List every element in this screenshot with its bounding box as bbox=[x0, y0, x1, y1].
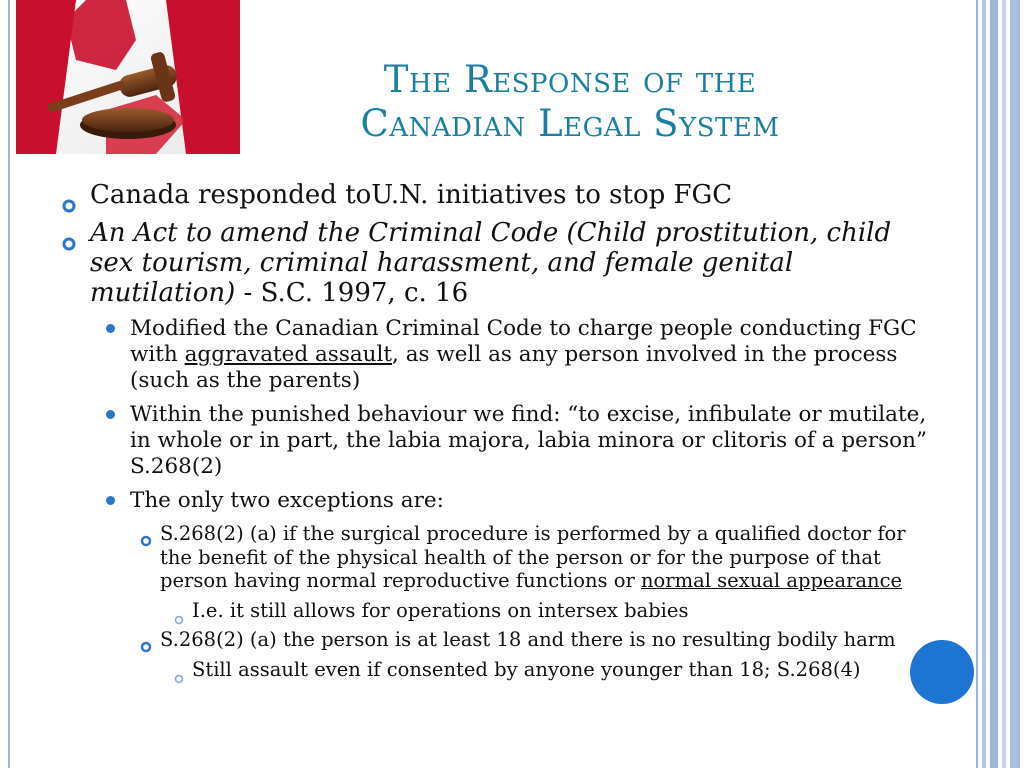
right-decorative-bars bbox=[978, 0, 1024, 768]
title-line-2: Canadian Legal System bbox=[360, 102, 780, 145]
circle-bullet-icon bbox=[62, 190, 76, 204]
sub-bullet-modified-code bbox=[62, 316, 942, 394]
hollow-circle-bullet-icon bbox=[174, 666, 184, 676]
exception-text: S.268(2) (a) the person is at least 18 and there is no resulting bodily harm bbox=[160, 628, 896, 651]
sub-bullet-exceptions bbox=[62, 488, 942, 514]
bullet-act-to-amend bbox=[62, 218, 942, 308]
note-text: Still assault even if consented by anyone younger than 18; S.268(4) bbox=[192, 657, 861, 681]
exception-1-note bbox=[62, 599, 942, 623]
exception-2 bbox=[62, 628, 942, 652]
sub-bullet-punished-behaviour bbox=[62, 402, 942, 480]
circle-bullet-icon bbox=[62, 228, 76, 242]
hollow-circle-bullet-icon bbox=[174, 607, 184, 617]
bullet-canada-responded bbox=[62, 180, 942, 210]
small-circle-bullet-icon bbox=[140, 635, 152, 647]
bullet-text: Canada responded toU.N. initiatives to stop FGC bbox=[90, 180, 733, 210]
aggravated-assault-link[interactable]: aggravated assault bbox=[184, 342, 393, 367]
sub-bullet-text: The only two exceptions are: bbox=[130, 488, 444, 513]
exception-2-note bbox=[62, 658, 942, 682]
exception-text: S.268(2) (a) if the surgical procedure is performed by a qualified doctor for the benefit of the physical health of the person or for the purpose of that person having normal reproductive functions or bbox=[160, 522, 906, 592]
sub-bullet-text: Modified the Canadian Criminal Code to charge people conducting FGC with bbox=[130, 316, 917, 367]
dot-bullet-icon bbox=[106, 324, 115, 333]
gavel-flag-photo bbox=[16, 0, 240, 154]
normal-sexual-appearance-link[interactable]: normal sexual appearance bbox=[641, 569, 903, 592]
exception-1 bbox=[62, 522, 942, 593]
dot-bullet-icon bbox=[106, 410, 115, 419]
sub-bullet-text-tail: , as well as any person involved in the process (such as the parents) bbox=[130, 342, 898, 393]
note-text: I.e. it still allows for operations on intersex babies bbox=[192, 598, 689, 622]
slide-title bbox=[270, 58, 870, 146]
slide-content bbox=[62, 180, 942, 687]
title-line-1: The Response of the bbox=[383, 58, 757, 101]
decorative-blue-circle bbox=[910, 640, 974, 704]
act-citation: - S.C. 1997, c. 16 bbox=[235, 278, 469, 308]
dot-bullet-icon bbox=[106, 496, 115, 505]
small-circle-bullet-icon bbox=[140, 529, 152, 541]
gavel-on-flag-icon bbox=[16, 0, 240, 154]
sub-bullet-text: Within the punished behaviour we find: “to excise, infibulate or mutilate, in whole or in part, the labia majora, labia minora or clitoris of a person” S.268(2) bbox=[130, 402, 927, 479]
act-title: An Act to amend the Criminal Code (Child prostitution, child sex tourism, criminal harassment, and female genital mutilation) bbox=[90, 218, 892, 308]
